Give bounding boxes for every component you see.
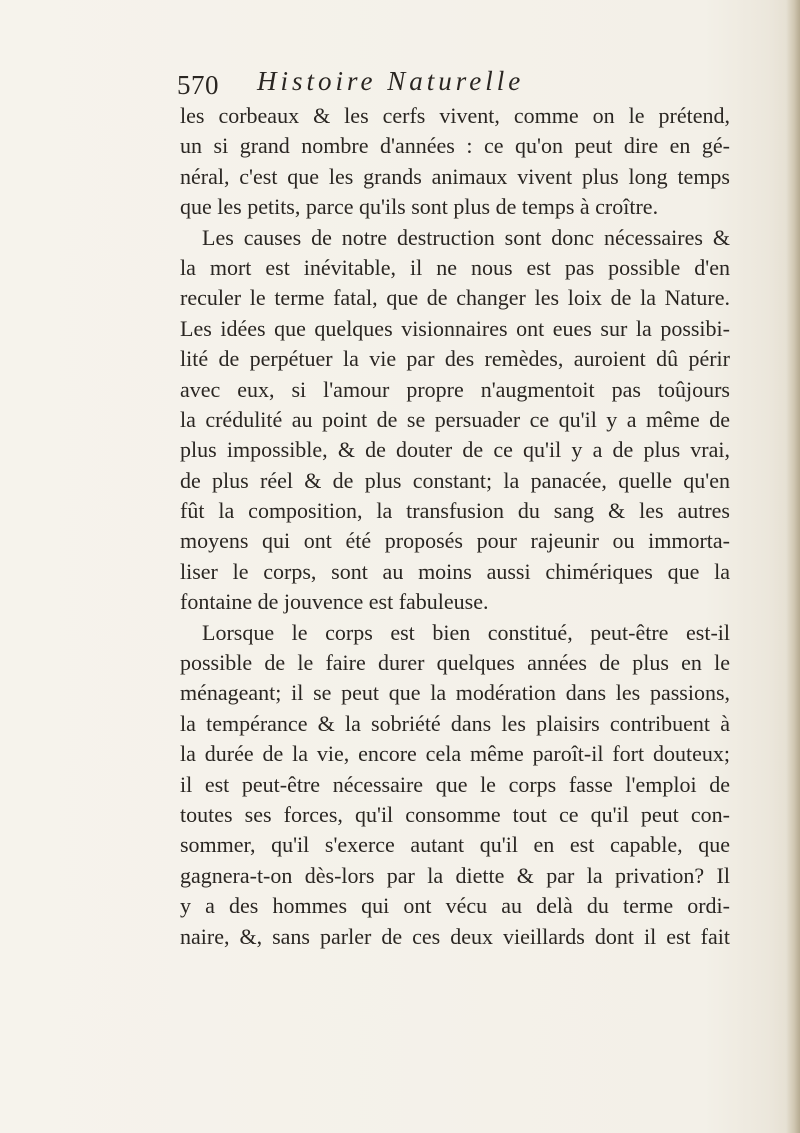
text-line: Les idées que quelques visionnaires ont eues sur la possibi- xyxy=(180,315,730,341)
text-line: fontaine de jouvence est fabuleuse. xyxy=(180,589,489,615)
text-line: reculer le terme fatal, que de changer les loix de la Nature. xyxy=(180,285,730,311)
text-line: Les causes de notre destruction sont donc nécessaires & xyxy=(202,224,730,250)
text-line: gagnera-t-on dès-lors par la diette & par la privation? Il xyxy=(180,862,730,888)
text-line: la durée de la vie, encore cela même paroît-il fort douteux; xyxy=(180,741,730,767)
text-line: que les petits, parce qu'ils sont plus de temps à croître. xyxy=(180,194,659,220)
text-line: Lorsque le corps est bien constitué, peut-être est-il xyxy=(202,619,730,645)
text-line: toutes ses forces, qu'il consomme tout ce qu'il peut con- xyxy=(180,801,730,827)
text-line: de plus réel & de plus constant; la panacée, quelle qu'en xyxy=(180,467,730,493)
text-line: sommer, qu'il s'exerce autant qu'il en est capable, que xyxy=(180,832,730,858)
text-line: plus impossible, & de douter de ce qu'il y a de plus vrai, xyxy=(180,437,730,463)
page-edge-shadow xyxy=(786,0,800,1133)
text-line: néral, c'est que les grands animaux vivent plus long temps xyxy=(180,163,730,189)
text-line: ménageant; il se peut que la modération dans les passions, xyxy=(180,680,730,706)
text-line: la mort est inévitable, il ne nous est pas possible d'en xyxy=(180,254,730,280)
text-line: y a des hommes qui ont vécu au delà du terme ordi- xyxy=(180,893,730,919)
page-header xyxy=(177,66,737,106)
running-title: Histoire Naturelle xyxy=(257,66,525,96)
text-line: avec eux, si l'amour propre n'augmentoit pas toûjours xyxy=(180,376,730,402)
text-line: naire, &, sans parler de ces deux vieillards dont il est fait xyxy=(180,923,730,949)
text-line: possible de le faire durer quelques années de plus en le xyxy=(180,650,730,676)
text-line: les corbeaux & les cerfs vivent, comme on le prétend, xyxy=(180,103,730,128)
text-line: il est peut-être nécessaire que le corps fasse l'emploi de xyxy=(180,771,730,797)
page-number: 570 xyxy=(177,70,219,100)
text-line: fût la composition, la transfusion du sang & les autres xyxy=(180,498,730,524)
text-line: la crédulité au point de se persuader ce qu'il y a même de xyxy=(180,406,730,432)
body-text xyxy=(180,101,730,952)
text-line: lité de perpétuer la vie par des remèdes, auroient dû périr xyxy=(180,346,730,372)
text-line: un si grand nombre d'années : ce qu'on peut dire en gé- xyxy=(180,133,730,159)
text-line: la tempérance & la sobriété dans les plaisirs contribuent à xyxy=(180,710,730,736)
text-line: moyens qui ont été proposés pour rajeunir ou immorta- xyxy=(180,528,730,554)
text-line: liser le corps, sont au moins aussi chimériques que la xyxy=(180,558,730,584)
